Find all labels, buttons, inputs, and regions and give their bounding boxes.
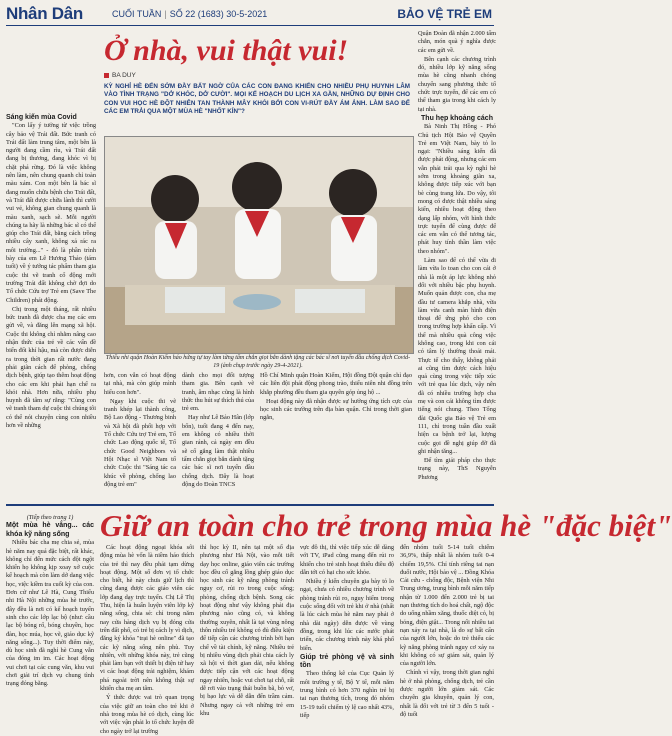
paragraph: Ý thức được vai trò quan trọng của việc giữ an toàn cho trẻ khi ở nhà trong mùa hè có dịch, cùng lúc với việc vận phải lo tổ chức luyện đề cho ngày trở lại trường xyxy=(100,694,194,735)
subheading: Sáng kiến mùa Covid xyxy=(6,114,77,121)
paragraph: thì học kỳ II, nên tại một số địa phương như Hà Nội, vào mỗi tiết dạy học online, giáo viên các trường học đều cố gắng lồng ghép giáo dục học sinh các kỹ năng phòng tránh nguy cơ, rủi ro trong cuộc sống; phòng, chống dịch bệnh. Song các hoạt động như vậy không phải địa phương nào cũng có, và không thường xuyên, nhất là tại vùng nông thôn nhiều trẻ không có đủ điều kiện để tiếp cận các chương trình bởi hạn chế về tài chính, kỹ năng. Nhiều trẻ bị nhiều vùng dịch phải chia cách ly xã hội vì thời gian dài, nếu không được tiếp cận với các hoạt động ngay nhiên, hoặc vui chơi tại chỗ, rất dễ rơi vào trạng thái buồn bã, bỏ vơ, bị bạo lực và dễ dẫn đến trầm cảm. Nhưng ngay cả với những trẻ em khu xyxy=(200,544,294,717)
article1-column-3 xyxy=(182,372,254,500)
article-divider xyxy=(6,504,494,506)
paragraph: Hoạt động này đã nhận được sự hưởng ứng tích cực của học sinh các trường trên địa bàn quận. Chỉ trong thời gian ngắn, xyxy=(260,397,412,422)
square-bullet-icon xyxy=(104,73,109,78)
paragraph: Bên cạnh các chương trình đó, nhiều lớp kỹ năng sống mùa hè cũng nhanh chóng chuyển sang phương thức tổ chức trực tuyến, để các em có thể tham gia trong khi cách ly tại nhà. xyxy=(418,55,496,113)
author-name: BA DUY xyxy=(112,72,136,79)
article1-byline xyxy=(104,72,136,79)
paragraph: Nhiều ý kiến chuyên gia bày tỏ lo ngại, chưa có nhiều chương trình về phòng tránh rủi ro, nguy hiểm trong cuộc sống đối với trẻ khi ở nhà (nhất là lúc cách mùa hè năm nay phải ở nhà dài ngày) dễn được về vùng đồng, trong khi lúc các nước phát triển, các chương trình này khá phổ biến. xyxy=(300,578,394,652)
paragraph: Để tìm giải pháp cho thực trạng này, ThS Nguyễn Phương xyxy=(418,457,496,481)
continued-note: (Tiếp theo trang 1) xyxy=(26,514,74,521)
paragraph: Nhiều bác cha mẹ chia sẻ, mùa hè năm nay quá đặc biệt, rất khác, không chỉ đến mức cách đột ngột khiến họ không kịp xoay xở cuộc kế hoạch mà còn làm dở dang việc học, việc kiềm tra cuối kỳ của con. Đơn cử như Lê Hà, Cung Thiếu nhi Hà Nội những mùa hè trước, đây đều là nơi có kế hoạch tuyển sinh cho các lớp lạc bộ (như: cầu lạc bộ bóng rổ, bóng chuyền, học đàn, học múa, học vẽ, giáo dục kỹ năng sống...). Tuy thời điểm này, dù học sinh đã nghỉ hè Cung vẫn của đóng im im. Các hoạt động vui chơi tại các cung văn, khu vui chơi giải trí dịch vụ chung tình trạng đóng băng. xyxy=(6,539,94,688)
edition-label: CUỐI TUẦN xyxy=(112,9,162,19)
paragraph: "Con lấy ý tưởng từ việc trồng cây bảo vệ Trái đất. Bức tranh có Trái đất làm trung tâm, một bên là người đang cầm rìu, và Trái đất đang bị thương, đang khóc vì bị chặt phá rừng. Đó là việc không nên làm, nên chung quanh chỉ toàn màu xám. Con một bên là bác sĩ đang muốn chữa bệnh cho Trái đất, và Trái đất được chữa lành thì cười vui vẻ, không gian chung quanh là màu xanh, sạch sẽ. Mỗi người chúng ta hãy là những bác sĩ có thể giúp cho Trái đất, bằng cách trồng nhiều cây xanh, không xả rác ra môi trường..." - đó là phần trình bày của em Lê Hương Thảo (tám tuổi) về ý tưởng tác phẩm tham gia cuộc thi vẽ tranh cổ động mới trường Trái đất không chờ đợi do Tổ chức Cứu trợ Trẻ em (Save The Children) phát động. xyxy=(6,122,96,304)
article2-column-3 xyxy=(200,544,294,724)
subheading: Một mùa hè vắng... các khóa kỹ năng sống xyxy=(6,522,94,538)
article2-column-4 xyxy=(300,544,394,724)
article2-column-5 xyxy=(400,544,494,724)
article2-column-2 xyxy=(100,544,194,735)
paragraph: Theo thống kê của Cục Quản lý môi trường y tế, Bộ Y tế, mỗi năm trung bình có hơn 370 nghìn trẻ bị tai nạn thương tích, trong đó nhóm 15-19 tuổi chiếm tỷ lệ cao nhất 43%, tiếp xyxy=(300,670,394,719)
paragraph: Bà Ninh Thị Hồng - Phó Chủ tịch Hội Bảo vệ Quyền Trẻ em Việt Nam, bày tỏ lo ngại: "Nhiều sáng kiến đã được phát động, nhưng các em vẫn phải trải qua kỳ nghỉ hè sớm trong khoảng giãn xa, không được tiếp xúc với bạn bè cùng trang lứa. Do vậy, tôi mong có được thật nhiều sáng kiến, nhiều hoạt động theo dạng lấp nhóm, với hình thức trực tuyến để cùng được để các em vẫn có thể tương tác, phát huy tính thần làm việc theo nhóm". xyxy=(418,123,496,255)
article1-column-1 xyxy=(6,114,96,500)
paragraph: Chị trong một tháng, rất nhiều bức tranh đã được cha mẹ các em gửi về, và đăng lên mạng xã hội. Cuộc thi không chỉ nhằm nâng cao nhận thức của trẻ về các vấn đề biến đổi khí hậu, mà còn được diễn ra trong thời gian rất nước đang phải giãn cách để phòng, chống dịch bệnh, giúp tạo thêm hoạt động cho các em khi phải hạn chế ra khỏi nhà. Hơn nữa, nhiều phụ huynh đã tâm sự rằng: "Cùng con vẽ tranh tham dự cuộc thi chúng tôi có thể nói chuyện cùng con nhiều hơn về những xyxy=(6,305,96,429)
edition-info: CUỐI TUẦN | SỐ 22 (1683) 30-5-2021 xyxy=(112,9,268,19)
masthead xyxy=(6,3,494,26)
paragraph: Hồ Chí Minh quận Hoàn Kiếm, Hội đồng Đội quận chỉ đạo các liên đội phát động phong trào, thiếu niên nhi đồng trên khắp phường đều tham gia quyên góp ủng hộ ... xyxy=(260,372,412,396)
article1-sapo: KỲ NGHỈ HÈ ĐẾN SỚM ĐẦY BẤT NGỜ CỦA CÁC CON ĐANG KHIẾN CHO NHIỀU PHỤ HUYNH LÂM VÀO TÌNH TRẠNG "DỞ KHÓC, DỞ CƯỜI". MỌI KẾ HOẠCH DU LỊCH XA GẦN, NHỮNG DỰ ĐỊNH CHO CON VUI HỌC HÈ ĐỘT NHIÊN TAN THÀNH MÂY KHÓI BỞI CON VI-RÚT ĐẦY ÁM ẢNH. LÀM SAO ĐỂ CÁC EM TRẢI QUA MỘT MÙA HÈ "NHỐT KÍN"? xyxy=(104,83,410,115)
paragraph: Chính vì vậy, trong thời gian nghỉ hè ở nhà phòng, chống dịch, trẻ cần được người lớn giám sát. Các chuyên gia khuyên, quản lý con, nhất là đối với trẻ từ 3 đến 5 tuổi - độ tuổi xyxy=(400,669,494,718)
subheading: Thu hẹp khoảng cách xyxy=(421,114,493,122)
paragraph: đến nhóm tuổi 5-14 tuổi chiếm 36,9%, thấp nhất là nhóm tuổi 0-4 chiếm 19,5%. Chỉ tính riêng tai nạn đuối nước, Hội bảo vệ ... Đồng Khóa Cải cứu - chống độc, Bệnh viện Nhi Trung ương, trung bình mỗi năm tiếp nhận từ 1.000 đến 2.000 trẻ bị tai nạn thương tích do hoá chất, ngộ độc do uống nhầm xăng, thuốc diệt cỏ, bị bỏng, điện giật... Trong nối nhiều tai nạn xảy ra tại nhà, là do sự bất cẩn của người lớn, hoặc do trẻ thiếu các kỹ năng phòng tránh nguy cơ xảy ra khi không có sự giám sát, quản lý của người lớn. xyxy=(400,544,494,668)
newspaper-brand: Nhân Dân xyxy=(6,4,83,23)
paragraph: Làm sao để có thể vừa đi làm vừa lo toan cho con cái ở nhà là một áp lực không nhỏ đối với nhiều bậc phụ huynh. Muốn quản được con, cha mẹ đầu tư camera khắp nhà, vừa làm vừa canh màn hình điện thoại để ứng phó cho con trong trường hợp khẩn cấp. Vì thế mà nhiều quà công việc không cao, trong khi con cái có tâm lý thường thoải mái. Thực tế cho thấy, không phải ai cũng tìm được cách hiệu quả cùng trong việc tiếp xúc với trẻ qua lúc dịch, vậy nên đã có nhiều trường hợp cha mẹ và con cái không tìm được tiếng nói chung. Theo Tổng đài Quốc gia Bảo vệ Trẻ em 111, chỉ trong tuần đầu xuất hiện ca bệnh trở lại, lượng cuộc gọi đề nghị giúp đỡ đã ghi nhận tăng... xyxy=(418,257,496,455)
article1-column-5 xyxy=(418,30,496,500)
paragraph: dành cho mọi đối tượng tham gia. Bên cạnh vẽ tranh, âm nhạc cũng là hình thức thu hút sự thích thú của trẻ em. xyxy=(182,372,254,413)
photo-caption: Thiếu nhi quận Hoàn Kiếm háo hứng tự tay làm từng tấm chắn giọt bắn dành tặng các bác sĩ nơi tuyến đầu chống dịch Covid-19 (ảnh chụp trước ngày 29-4-2021). xyxy=(105,355,411,369)
paragraph: Các hoạt động ngoại khóa sôi động mùa hè vốn là niềm háo thích của trẻ thì nay đều phải tạm dừng hoạt động. Một số đơn vị tổ chức cho biết, hè này chưa giữ lịch thì cũng đang được các giáo viên các lớp đang dạy trực tuyến. Chị Lê Thị Thu, hiện là huấn luyện viên lớp kỹ năng sống, chia sẻ: chỉ trong năm nay cửa hàng dịch vụ bị đóng cửa trên đất phố, có trẻ bị cách ly vì dịch, đăng ký khóa "trại hè online" đã tạo các kỹ năng sống nên phù. Tuy nhiên, với những khóa này, trẻ cũng phải làm bạn với thiết bị điện tử hay vi các hoạt động trải nghiệm, khám phá ngoài trời nên không thật sự khiến cha mẹ an tâm. xyxy=(100,544,194,693)
paragraph: Ngay khi cuộc thi vẽ tranh khép lại thành công, Bộ Lao động - Thương binh và Xã hội đã phối hợp với Tổ chức Cứu trợ Trẻ em, Tổ chức Lao động quốc tế, Tổ chức Good Neighbors và Hội Nhạc sĩ Việt Nam tổ chức Cuộc thi "Sáng tác ca khúc về phòng, chống lao động trẻ em" xyxy=(104,397,176,488)
paragraph: vực đô thị, thì việc tiếp xúc dễ dàng với TV, iPad cũng mang đến rủi ro khiến cho trẻ sinh hoạt thiếu điều độ dẫn tới có hại cho sức khỏe. xyxy=(300,544,394,576)
paragraph: hơn, con vẫn có hoạt động tại nhà, mà còn giúp mình hiểu con hơn". xyxy=(104,372,176,396)
article2-title: Giữ an toàn cho trẻ trong mùa hè "đặc biệt" xyxy=(100,508,672,543)
paragraph: Hay như Lê Bảo Hân (lớp bốn), tuổi đang 4 đến nay, em không có nhiều thời gian ránh, cả ngày em đều sẽ cố gắng làm thật nhiều tấm chắn giọt bắn dành tặng các bác sĩ nơi tuyến đầu chống dịch. Đây là hoạt động do Đoàn TNCS xyxy=(182,414,254,488)
article1-photo xyxy=(104,136,414,354)
subheading: Giúp trẻ phòng vệ và sinh tồn xyxy=(300,653,394,670)
article1-column-4 xyxy=(260,372,412,500)
article1-title: Ở nhà, vui thật vui! xyxy=(104,34,349,67)
article1-column-2 xyxy=(104,372,176,500)
section-title: BẢO VỆ TRẺ EM xyxy=(397,7,492,21)
children-making-face-shields-photo xyxy=(105,137,413,353)
article2-column-1 xyxy=(6,514,94,724)
paragraph: Quận Đoàn đã nhận 2.000 tấm chắn, món quà ý nghĩa được các em gửi về. xyxy=(418,30,496,54)
issue-number: SỐ 22 (1683) 30-5-2021 xyxy=(169,9,268,19)
